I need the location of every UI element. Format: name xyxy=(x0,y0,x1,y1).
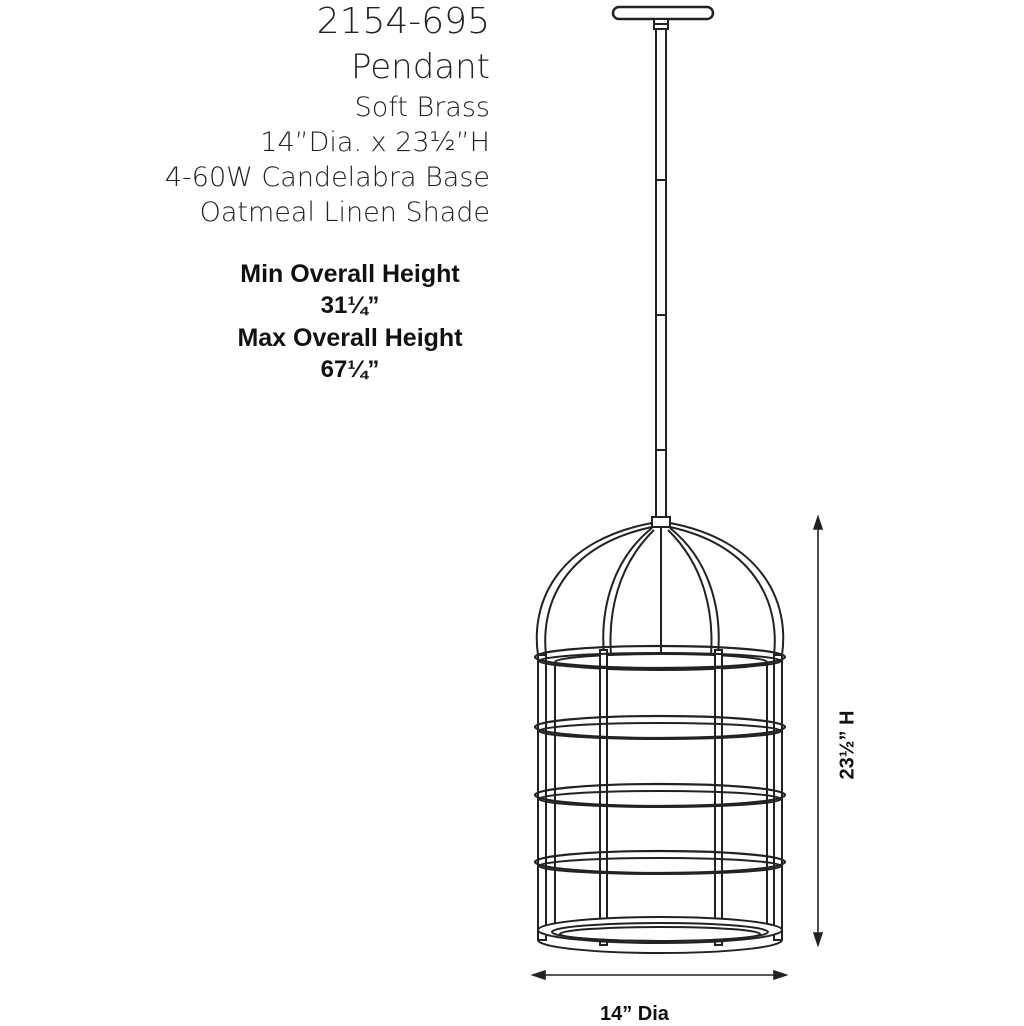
finish-text: Soft Brass xyxy=(354,92,490,123)
lamping-text: 4-60W Candelabra Base xyxy=(164,162,490,193)
width-dimension-label: 14” Dia xyxy=(600,1003,669,1025)
cage-vertical-bars xyxy=(538,650,782,945)
canopy xyxy=(613,7,713,29)
height-dimension-line xyxy=(814,517,822,945)
height-dimension-label: 23½” H xyxy=(836,710,859,780)
size-text: 14”Dia. x 23½”H xyxy=(260,127,490,158)
shade-text: Oatmeal Linen Shade xyxy=(199,197,490,228)
model-number: 2154-695 xyxy=(316,1,490,42)
min-height-label: Min Overall Height xyxy=(240,260,460,288)
downrod xyxy=(652,29,670,655)
min-height-value: 31¼” xyxy=(320,292,380,319)
max-height-label: Max Overall Height xyxy=(237,324,463,352)
bottom-band xyxy=(538,917,782,953)
cage-rings xyxy=(535,646,785,874)
product-type: Pendant xyxy=(350,47,490,87)
max-height-value: 67¼” xyxy=(320,356,380,383)
width-dimension-line xyxy=(533,971,786,979)
